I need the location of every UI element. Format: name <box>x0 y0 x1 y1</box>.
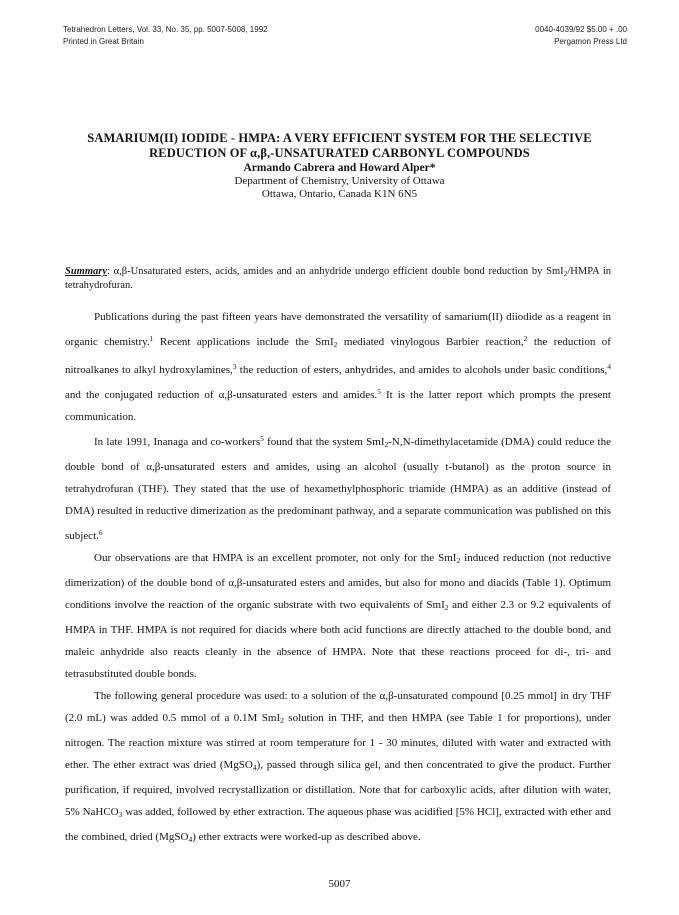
body-text: Recent applications include the SmI <box>153 336 334 348</box>
summary-text: : α,β-Unsaturated esters, acids, amides and an anhydride undergo efficient double bond reduction by SmI <box>107 266 564 277</box>
summary-label: Summary <box>65 266 108 277</box>
body-text: and either 2.3 or 9.2 equivalents of HMPA in THF. HMPA is not required for diacids where both acid functions are directly attached to the double bond, and maleic anhydride also reacts cleanly in the absence of HMPA. Note that these reactions proceed for di-, tri- and tetrasubstituted double bonds. <box>65 599 611 680</box>
article-title-line-2: REDUCTION OF α,β,-UNSATURATED CARBONYL COMPOUNDS <box>149 146 530 160</box>
printed-in-line: Printed in Great Britain <box>63 37 144 46</box>
page-number: 5007 <box>328 878 351 890</box>
body-text: and the conjugated reduction of α,β-unsaturated esters and amides. <box>65 389 378 401</box>
body-text: was added, followed by ether extraction. The aqueous phase was acidified [5% HCl], extracted with ether and the combined, dried (MgSO <box>65 806 611 843</box>
body-text: Publications during the past fifteen years have demonstrated the versatility of samarium(II) diiodide as a reagent in organic chemistry. <box>65 311 611 348</box>
body-text: solution in THF, and then HMPA (see Table 1 for proportions), under nitrogen. The reaction mixture was stirred at room temperature for 1 - 30 minutes, diluted with water and extracted with ether. The ether extract was dried (MgSO <box>65 712 611 771</box>
author-names: Armando Cabrera and Howard Alper* <box>243 162 436 174</box>
subscript: 2 <box>280 716 284 725</box>
publisher-info <box>535 24 627 48</box>
journal-citation-line: Tetrahedron Letters, Vol. 33, No. 35, pp. 5007-5008, 1992 <box>63 25 268 34</box>
subscript: 4 <box>252 763 257 772</box>
body-text: the reduction of nitroalkanes to alkyl hydroxylamines, <box>65 336 611 376</box>
subscript: 2 <box>563 269 568 278</box>
reference-marker: 6 <box>98 528 103 537</box>
reference-marker: 2 <box>523 334 528 343</box>
subscript: 2 <box>333 340 338 349</box>
reference-marker: 5 <box>260 434 264 443</box>
body-text: The following general procedure was used: to a solution of the α,β-unsaturated compound [0.25 mmol] in dry THF (2.0 mL) was added 0.5 mmol of a 0.1M SmI <box>65 690 611 724</box>
publisher-line: Pergamon Press Ltd <box>554 37 627 46</box>
reference-marker: 5 <box>377 387 381 396</box>
subscript: 2 <box>384 440 389 449</box>
body-text: ), passed through silica gel, and then concentrated to give the product. Further purification, if required, involved recrystallization or distillation. Note that for carboxylic acids, after dilution with water, 5% NaHCO <box>65 759 611 818</box>
body-text: the reduction of esters, anhydrides, and amides to alcohols under basic conditions, <box>236 364 608 376</box>
subscript: 2 <box>456 556 461 565</box>
body-text: In late 1991, Inanaga and co-workers <box>94 436 261 448</box>
body-text: -N,N-dimethylacetamide (DMA) could reduce the double bond of α,β-unsaturated esters and amides, using an alcohol (usually t-butanol) as the proton source in tetrahydrofuran (THF). They stated that the use of hexamethylphosphoric triamide (HMPA) as an additive (instead of DMA) resulted in reductive dimerization as the predominant pathway, and a separate communication was published on this subject. <box>65 436 611 542</box>
body-text: mediated vinylogous Barbier reaction, <box>337 336 524 348</box>
body-paragraph-1 <box>65 306 611 428</box>
article-title-block <box>0 131 679 201</box>
affiliation-department: Department of Chemistry, University of Ottawa <box>234 175 445 187</box>
journal-citation <box>63 24 268 48</box>
subscript: 3 <box>118 810 123 819</box>
summary-paragraph <box>65 266 611 292</box>
body-text: It is the latter report which prompts the present communication. <box>65 389 611 423</box>
body-paragraph-3 <box>65 547 611 685</box>
body-text: found that the system SmI <box>263 436 385 448</box>
body-paragraph-4 <box>65 685 611 851</box>
reference-marker: 3 <box>232 362 237 371</box>
subscript: 2 <box>444 603 449 612</box>
subscript: 4 <box>188 835 193 844</box>
issn-price-line: 0040-4039/92 $5.00 + .00 <box>535 25 627 34</box>
body-paragraph-2 <box>65 428 611 547</box>
article-title-line-1: SAMARIUM(II) IODIDE - HMPA: A VERY EFFICIENT SYSTEM FOR THE SELECTIVE <box>87 131 592 145</box>
reference-marker: 1 <box>149 334 154 343</box>
reference-marker: 4 <box>607 362 611 371</box>
body-text: ) ether extracts were worked-up as described above. <box>192 831 421 843</box>
affiliation-address: Ottawa, Ontario, Canada K1N 6N5 <box>261 188 418 200</box>
summary-text: /HMPA in tetrahydrofuran. <box>65 266 611 291</box>
body-text: induced reduction (not reductive dimerization) of the double bond of α,β-unsaturated esters and amides, but also for mono and diacids (Table 1). Optimum conditions involve the reaction of the organic substrate with two equivalents of SmI <box>65 552 611 611</box>
article-body <box>65 306 611 851</box>
body-text: Our observations are that HMPA is an excellent promoter, not only for the SmI <box>94 552 457 564</box>
